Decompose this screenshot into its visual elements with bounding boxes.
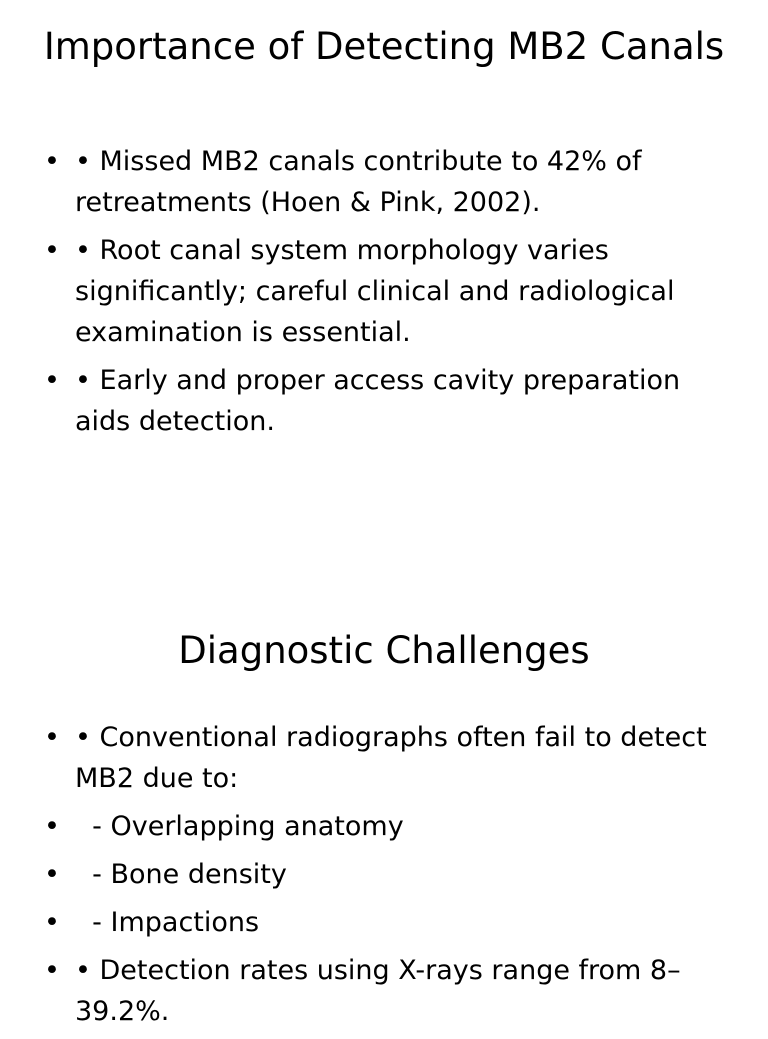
- bullet-item: • - Overlapping anatomy: [0, 806, 740, 847]
- bullet-item: • • Missed MB2 canals contribute to 42% of retreatments (Hoen & Pink, 2002).: [0, 141, 740, 223]
- slide-importance-mb2: [0, 0, 768, 512]
- bullet-list: [0, 141, 740, 449]
- slide-title: Diagnostic Challenges: [178, 629, 590, 672]
- bullet-item: • • Root canal system morphology varies significantly; careful clinical and radiological examination is essential.: [0, 230, 740, 353]
- slide-title: Importance of Detecting MB2 Canals: [43, 25, 725, 68]
- bullet-list: [0, 717, 740, 1039]
- bullet-item: • - Impactions: [0, 902, 740, 943]
- bullet-item: • - Bone density: [0, 854, 740, 895]
- slide-diagnostic-challenges: [0, 512, 768, 1027]
- bullet-item: • • Detection rates using X-rays range from 8–39.2%.: [0, 950, 740, 1032]
- bullet-item: • • Conventional radiographs often fail to detect MB2 due to:: [0, 717, 740, 799]
- bullet-item: • • Early and proper access cavity preparation aids detection.: [0, 360, 740, 442]
